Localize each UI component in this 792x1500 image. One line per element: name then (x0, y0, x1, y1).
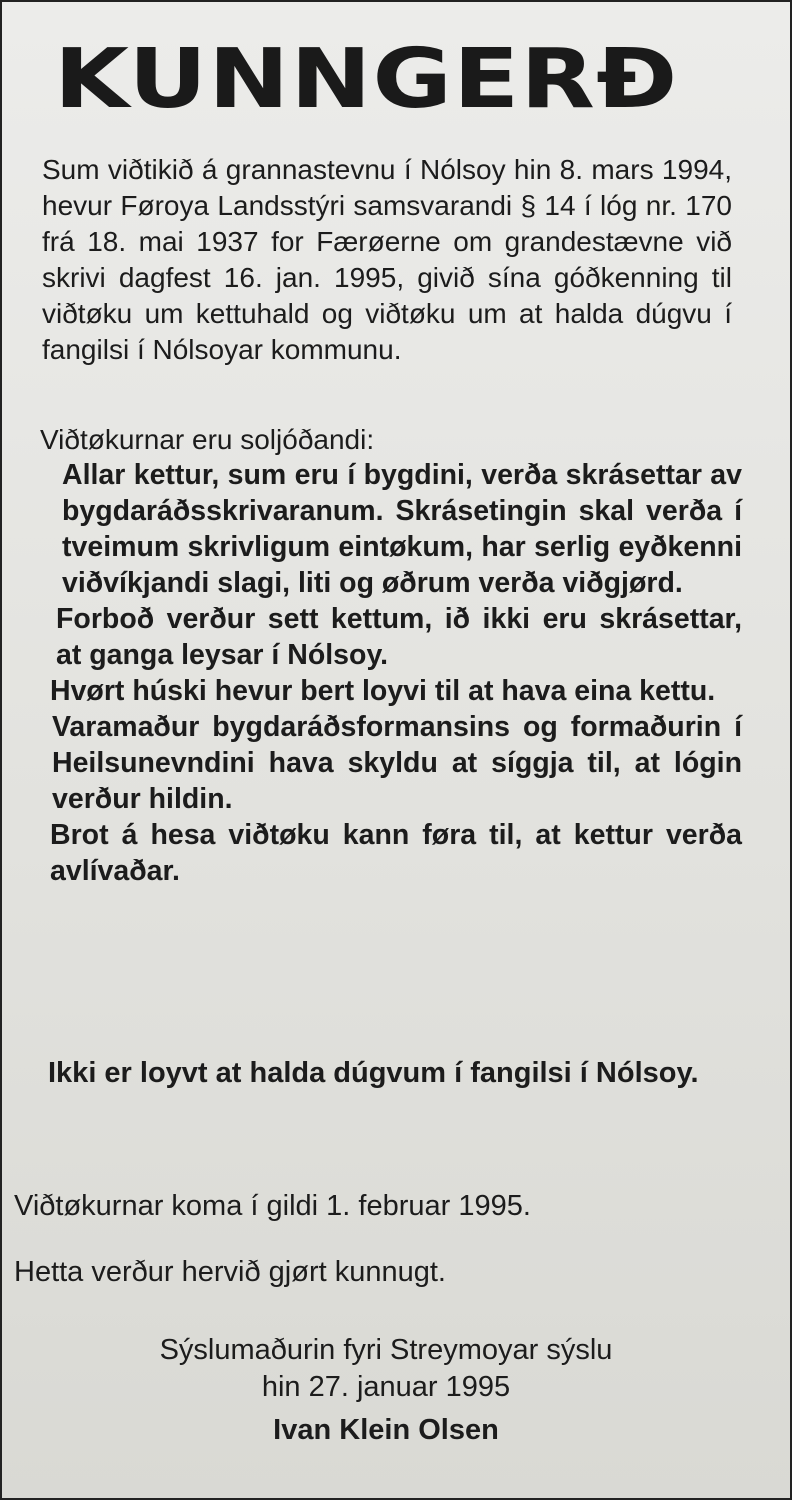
rule-item: Hvørt húski hevur bert loyvi til at hava eina kettu. (50, 675, 716, 707)
signature-date: hin 27. januar 1995 (261, 1371, 511, 1403)
rule-item: Allar kettur, sum eru í bygdini, verða skrásettar av bygdaráðsskrivaranum. Skrásetingin skal verða í tveimum skrivligum eintøkum, har serlig eyðkenni viðvíkjandi slagi, liti og øðrum verða viðgjørd. (62, 459, 742, 599)
intro-paragraph: Sum viðtikið á grannastevnu í Nólsoy hin 8. mars 1994, hevur Føroya Landsstýri samsvarandi § 14 í lóg nr. 170 frá 18. mai 1937 for Færøerne om grandestævne við skrivi dagfest 16. jan. 1995, givið sína góðkenning til viðtøku um kettuhald og viðtøku um at halda dúgvu í fangilsi í Nólsoyar kommunu. (42, 154, 732, 365)
rule-item: Forboð verður sett kettum, ið ikki eru skrásettar, at ganga leysar í Nólsoy. (56, 603, 742, 671)
rule-item: Brot á hesa viðtøku kann føra til, at kettur verða avlívaðar. (50, 819, 742, 887)
dove-ban-paragraph: Ikki er loyvt at halda dúgvum í fangilsi í Nólsoy. (48, 1057, 699, 1089)
rule-item: Varamaður bygdaráðsformansins og formaðurin í Heilsunevndini hava skyldu at síggja til, at lógin verður hildin. (52, 711, 742, 815)
rules-list (50, 457, 742, 889)
notice-title: KUNNGERÐ (54, 32, 679, 127)
rules-heading: Viðtøkurnar eru soljóðandi: (40, 424, 375, 455)
signatory-office: Sýslumaðurin fyri Streymoyar sýslu (159, 1334, 613, 1366)
effective-date-line: Viðtøkurnar koma í gildi 1. februar 1995. (14, 1190, 531, 1222)
publication-notice-line: Hetta verður hervið gjørt kunnugt. (14, 1256, 446, 1288)
signatory-name: Ivan Klein Olsen (273, 1414, 499, 1446)
signature-block (2, 1332, 792, 1450)
